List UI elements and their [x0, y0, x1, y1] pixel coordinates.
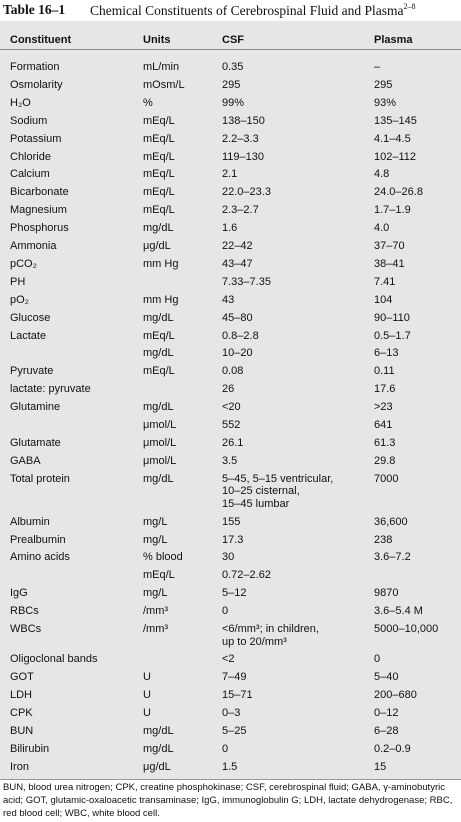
cell-csf: 5–45, 5–15 ventricular, 10–25 cisternal, 15–45 lumbar — [222, 472, 334, 510]
cell-constituent: Albumin — [10, 515, 50, 528]
cell-units: mg/dL — [143, 725, 174, 737]
cell-csf: 0 — [222, 605, 229, 618]
cell-plasma: 93% — [374, 96, 397, 109]
header-constituent: Constituent — [10, 34, 72, 46]
cell-csf: <20 — [222, 401, 241, 414]
cell-csf: 10–20 — [222, 347, 253, 360]
cell-units: mg/dL — [143, 472, 174, 485]
cell-plasma: 0.2–0.9 — [374, 742, 411, 755]
cell-constituent: WBCs — [10, 623, 42, 635]
table-number: Table 16–1 — [3, 2, 66, 17]
cell-csf: 0.72–2.62 — [222, 569, 271, 582]
cell-units: mg/dL — [143, 311, 174, 324]
cell-csf: 17.3 — [222, 533, 244, 546]
cell-plasma: 104 — [374, 293, 393, 306]
cell-plasma: 9870 — [374, 587, 399, 600]
cell-csf: 1.5 — [222, 760, 238, 773]
cell-plasma: 135–145 — [374, 114, 417, 127]
table-title-bar — [0, 0, 461, 22]
cell-units: mg/dL — [143, 222, 174, 235]
cell-csf: 5–25 — [222, 725, 247, 737]
cell-units: mL/min — [143, 61, 180, 73]
footnote-divider — [0, 779, 461, 780]
cell-plasma: 3.6–7.2 — [374, 551, 411, 564]
cell-constituent: Magnesium — [10, 204, 67, 217]
cell-units: U — [143, 707, 151, 720]
cell-csf: 119–130 — [222, 150, 265, 163]
cell-csf: 2.1 — [222, 168, 238, 181]
cell-constituent: PH — [10, 275, 26, 288]
cell-plasma: 5–40 — [374, 671, 399, 684]
cell-units: mEq/L — [143, 150, 175, 163]
cell-constituent: Sodium — [10, 114, 48, 127]
cell-constituent: Calcium — [10, 168, 50, 181]
cell-plasma: 6–28 — [374, 725, 399, 737]
cell-csf: 7.33–7.35 — [222, 275, 271, 288]
table-title-text: Chemical Constituents of Cerebrospinal Fluid and Plasma — [90, 3, 404, 18]
header-csf: CSF — [222, 34, 244, 46]
cell-constituent: Prealbumin — [10, 533, 66, 546]
cell-constituent: Iron — [10, 760, 29, 773]
cell-csf: 30 — [222, 551, 235, 564]
cell-units: μg/dL — [143, 760, 171, 773]
cell-plasma: 238 — [374, 533, 393, 546]
cell-units: mg/L — [143, 515, 168, 528]
cell-constituent: Potassium — [10, 132, 62, 145]
cell-constituent: Chloride — [10, 150, 51, 163]
cell-constituent: pO₂ — [10, 293, 29, 306]
cell-csf: 45–80 — [222, 311, 253, 324]
cell-constituent: Amino acids — [10, 551, 70, 564]
cell-csf: 552 — [222, 419, 241, 431]
cell-constituent: Ammonia — [10, 240, 57, 252]
cell-plasma: 29.8 — [374, 454, 396, 467]
cell-constituent: Pyruvate — [10, 365, 54, 378]
cell-constituent: Bicarbonate — [10, 186, 69, 199]
cell-constituent: GABA — [10, 454, 41, 467]
cell-csf: 26.1 — [222, 436, 244, 449]
cell-csf: 22.0–23.3 — [222, 186, 271, 199]
cell-units: /mm³ — [143, 605, 169, 618]
cell-units: mg/dL — [143, 742, 174, 755]
cell-constituent: Lactate — [10, 329, 47, 342]
cell-units: mg/L — [143, 533, 168, 546]
cell-constituent: CPK — [10, 707, 33, 720]
cell-constituent: Bilirubin — [10, 742, 50, 755]
cell-constituent: RBCs — [10, 605, 39, 618]
cell-units: mEq/L — [143, 168, 175, 181]
cell-units: % blood — [143, 551, 183, 564]
cell-constituent: H₂O — [10, 96, 31, 109]
cell-constituent: IgG — [10, 587, 28, 600]
cell-plasma: 200–680 — [374, 689, 417, 702]
cell-csf: 7–49 — [222, 671, 247, 684]
cell-constituent: Formation — [10, 61, 60, 73]
cell-plasma: 3.6–5.4 M — [374, 605, 423, 618]
cell-units: U — [143, 671, 151, 684]
cell-csf: 0 — [222, 742, 229, 755]
cell-plasma: 0.11 — [374, 365, 395, 378]
cell-csf: 0.35 — [222, 61, 244, 73]
table-title-superscript: 2–8 — [403, 2, 416, 11]
header-units: Units — [143, 34, 171, 46]
cell-constituent: BUN — [10, 725, 34, 737]
cell-plasma: 295 — [374, 78, 393, 91]
cell-plasma: 7.41 — [374, 275, 396, 288]
cell-units: μg/dL — [143, 240, 171, 252]
cell-units: U — [143, 689, 151, 702]
cell-plasma: 5000–10,000 — [374, 623, 439, 635]
table-panel — [0, 21, 461, 779]
cell-csf: 43 — [222, 293, 235, 306]
cell-plasma: 36,600 — [374, 515, 408, 528]
cell-plasma: 61.3 — [374, 436, 396, 449]
cell-constituent: Glutamine — [10, 401, 61, 414]
cell-csf: <6/mm³; in children, up to 20/mm³ — [222, 623, 319, 648]
cell-units: μmol/L — [143, 454, 177, 467]
cell-csf: 5–12 — [222, 587, 247, 600]
cell-units: mEq/L — [143, 132, 175, 145]
cell-constituent: Total protein — [10, 472, 70, 485]
table-header-row — [0, 29, 461, 50]
cell-csf: 15–71 — [222, 689, 253, 702]
table-title — [90, 2, 415, 19]
cell-csf: 22–42 — [222, 240, 253, 252]
cell-plasma: 17.6 — [374, 383, 396, 396]
cell-csf: 138–150 — [222, 114, 265, 127]
cell-units: mg/dL — [143, 401, 174, 414]
cell-plasma: 24.0–26.8 — [374, 186, 423, 199]
cell-csf: 0.8–2.8 — [222, 329, 259, 342]
header-plasma: Plasma — [374, 34, 413, 46]
cell-csf: 2.3–2.7 — [222, 204, 259, 217]
cell-plasma: >23 — [374, 401, 393, 414]
cell-units: mEq/L — [143, 365, 175, 378]
cell-constituent: lactate: pyruvate — [10, 383, 91, 396]
cell-plasma: 0.5–1.7 — [374, 329, 411, 342]
cell-plasma: 90–110 — [374, 311, 410, 324]
cell-units: % — [143, 96, 153, 109]
cell-constituent: Glucose — [10, 311, 51, 324]
cell-csf: 99% — [222, 96, 245, 109]
cell-constituent: GOT — [10, 671, 34, 684]
cell-units: mEq/L — [143, 186, 175, 199]
cell-units: mEq/L — [143, 329, 175, 342]
cell-constituent: Oligoclonal bands — [10, 653, 98, 666]
cell-csf: 26 — [222, 383, 235, 396]
cell-units: μmol/L — [143, 436, 177, 449]
cell-constituent: pCO₂ — [10, 257, 37, 270]
cell-constituent: LDH — [10, 689, 33, 702]
cell-csf: <2 — [222, 653, 235, 666]
cell-csf: 2.2–3.3 — [222, 132, 259, 145]
cell-units: mEq/L — [143, 114, 175, 127]
cell-plasma: 102–112 — [374, 150, 417, 163]
cell-plasma: 0–12 — [374, 707, 399, 720]
cell-units: mOsm/L — [143, 78, 185, 91]
cell-plasma: 4.8 — [374, 168, 390, 181]
cell-csf: 0.08 — [222, 365, 244, 378]
cell-csf: 43–47 — [222, 257, 253, 270]
cell-constituent: Osmolarity — [10, 78, 63, 91]
cell-constituent: Phosphorus — [10, 222, 69, 235]
cell-plasma: 4.1–4.5 — [374, 132, 411, 145]
table-footnote: BUN, blood urea nitrogen; CPK, creatine phosphokinase; CSF, cerebrospinal fluid; GABA, γ-aminobutyric acid; GOT, glutamic-oxaloacetic transaminase; IgG, immunoglobulin G; LDH, lactate dehydrogenase; RBC, red blood cell; WBC, white blood cell. — [3, 782, 453, 819]
cell-plasma: 1.7–1.9 — [374, 204, 411, 217]
cell-csf: 295 — [222, 78, 241, 91]
cell-plasma: – — [374, 61, 381, 73]
cell-units: μmol/L — [143, 419, 177, 431]
cell-units: mEq/L — [143, 569, 175, 582]
cell-units: mg/dL — [143, 347, 174, 360]
cell-units: mg/L — [143, 587, 168, 600]
cell-csf: 0–3 — [222, 707, 241, 720]
cell-csf: 1.6 — [222, 222, 238, 235]
cell-plasma: 641 — [374, 419, 393, 431]
cell-plasma: 38–41 — [374, 257, 405, 270]
cell-plasma: 6–13 — [374, 347, 399, 360]
cell-units: mEq/L — [143, 204, 175, 217]
cell-units: mm Hg — [143, 257, 179, 270]
cell-plasma: 4.0 — [374, 222, 390, 235]
cell-plasma: 0 — [374, 653, 381, 666]
cell-plasma: 7000 — [374, 472, 399, 485]
cell-constituent: Glutamate — [10, 436, 61, 449]
cell-csf: 155 — [222, 515, 241, 528]
cell-units: /mm³ — [143, 623, 169, 635]
cell-plasma: 15 — [374, 760, 387, 773]
cell-plasma: 37–70 — [374, 240, 405, 252]
cell-csf: 3.5 — [222, 454, 238, 467]
cell-units: mm Hg — [143, 293, 179, 306]
